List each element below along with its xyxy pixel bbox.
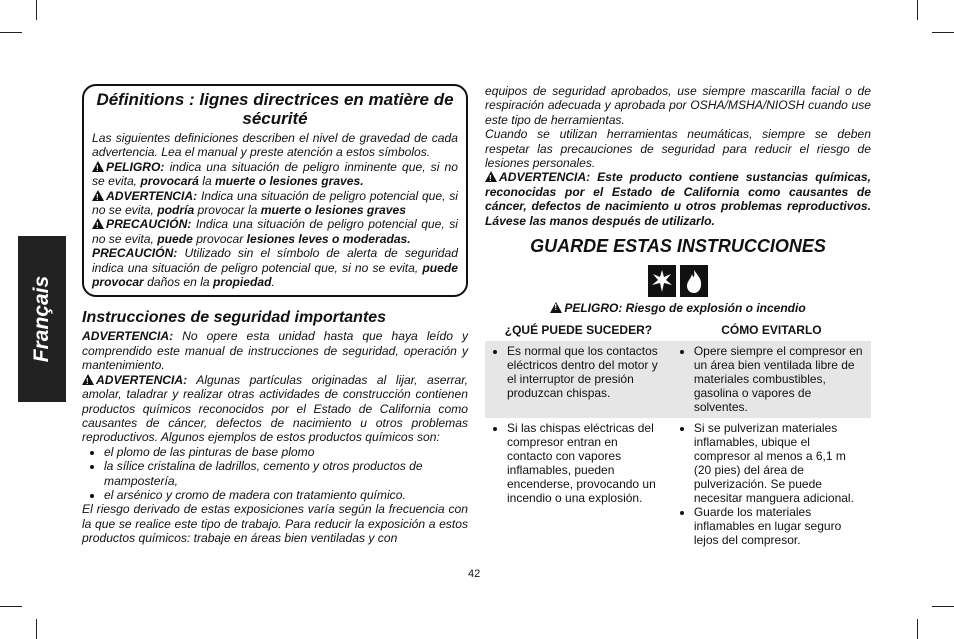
warning-icon (92, 161, 104, 172)
warning-icon (92, 218, 104, 229)
crop-mark (917, 0, 918, 20)
warning-icon (92, 190, 104, 201)
crop-mark (932, 32, 954, 33)
table-header-how: CÓMO EVITARLO (721, 323, 822, 338)
important-p1: ADVERTENCIA: No opere esta unidad hasta que haya leído y comprendido este manual de instrucciones de seguridad, operación y mantenimiento. (82, 329, 468, 373)
list-item: • el arsénico y cromo de madera con tratamiento químico. (104, 488, 468, 502)
definitions-title: Définitions : lignes directrices en matière de sécurité (96, 90, 454, 128)
page-number: 42 (468, 568, 481, 580)
important-title: Instrucciones de seguridad importantes (82, 309, 387, 327)
table-row (485, 341, 871, 418)
list-item: • la sílice cristalina de ladrillos, cemento y otros productos de mampostería, (104, 459, 468, 488)
important-p3: El riesgo derivado de estas exposiciones varía según la frecuencia con la que se realice este tipo de trabajo. Para reducir la exposición a estos productos químicos: trabaje en áreas bien ventiladas y con (82, 502, 468, 546)
right-p1: equipos de seguridad aprobados, use siempre mascarilla facial o de respiración adecuada y aprobada por OSHA/MSHA/NIOSH cuando use este tipo de herramientas. (485, 84, 871, 127)
table-cell: • Si se pulverizan materiales inflamables, ubique el compresor al menos a 6,1 m (20 pies) del área de pulverización. Se puede necesitar manguera adicional. • Guarde los materiales inflamables en lugar seguro lejos del compresor. (672, 418, 871, 551)
language-tab-label: Français (30, 275, 53, 363)
crop-mark (917, 619, 918, 639)
warning-icon (550, 302, 562, 313)
def-precaucion: !PRECAUCIÓN: Indica una situación de peligro potencial que, si no se evita, puede provocar lesiones leves o moderadas. (92, 217, 458, 246)
table-cell: • Es normal que los contactos eléctricos dentro del motor y el interruptor de presión produzcan chispas. (485, 341, 672, 418)
left-column (82, 84, 468, 546)
warning-icon (485, 171, 497, 182)
crop-mark (36, 619, 37, 639)
list-item: • el plomo de las pinturas de base plomo (104, 445, 468, 459)
table-row (485, 418, 871, 551)
language-tab (18, 236, 66, 402)
explosion-icon (648, 265, 676, 297)
right-p3: !ADVERTENCIA: Este producto contiene sustancias químicas, reconocidas por el Estado de California como causantes de cáncer, defectos de nacimiento u otros problemas reproductivos. Lávese las manos después de utilizarlo. (485, 170, 871, 228)
hazard-table (485, 321, 871, 551)
table-header-what: ¿QUÉ PUEDE SUCEDER? (504, 323, 653, 338)
important-p2: !ADVERTENCIA: Algunas partículas originadas al lijar, aserrar, amolar, taladrar y realizar otras actividades de construcción contienen productos químicos reconocidos por el Estado de California como causantes de cáncer, defectos de nacimiento u otros problemas reproductivos. Algunos ejemplos de estos productos químicos son: (82, 373, 468, 445)
right-p2: Cuando se utilizan herramientas neumáticas, siempre se deben respetar las precauciones de seguridad para reducir el riesgo de lesiones personales. (485, 127, 871, 171)
definitions-box (82, 84, 468, 297)
table-cell: • Si las chispas eléctricas del compresor entran en contacto con vapores inflamables, pueden encenderse, provocando un incendio o una explosión. (485, 418, 672, 551)
save-instructions-heading: GUARDE ESTAS INSTRUCCIONES (530, 236, 826, 257)
crop-mark (0, 606, 22, 607)
def-precaucion-property: PRECAUCIÓN: Utilizado sin el símbolo de alerta de seguridad indica una situación de peligro potencial que, si no se evita, puede provocar daños en la propiedad. (92, 246, 458, 290)
warning-icon (82, 374, 94, 385)
chemical-list (82, 445, 468, 503)
crop-mark (0, 32, 22, 33)
hazard-pictograms (485, 265, 871, 297)
def-peligro: !PELIGRO: indica una situación de peligro inminente que, si no se evita, provocará la muerte o lesiones graves. (92, 160, 458, 189)
table-cell: • Opere siempre el compresor en un área bien ventilada libre de materiales combustibles, gasolina o vapores de solventes. (672, 341, 871, 418)
def-advertencia: !ADVERTENCIA: Indica una situación de peligro potencial que, si no se evita, podría provocar la muerte o lesiones graves (92, 189, 458, 218)
crop-mark (932, 606, 954, 607)
danger-caption: !PELIGRO: Riesgo de explosión o incendio (485, 301, 871, 315)
crop-mark (36, 0, 37, 20)
fire-icon (680, 265, 708, 297)
right-column (485, 84, 871, 551)
definitions-intro: Las siguientes definiciones describen el nivel de gravedad de cada advertencia. Lea el manual y preste atención a estos símbolos. (92, 131, 458, 160)
